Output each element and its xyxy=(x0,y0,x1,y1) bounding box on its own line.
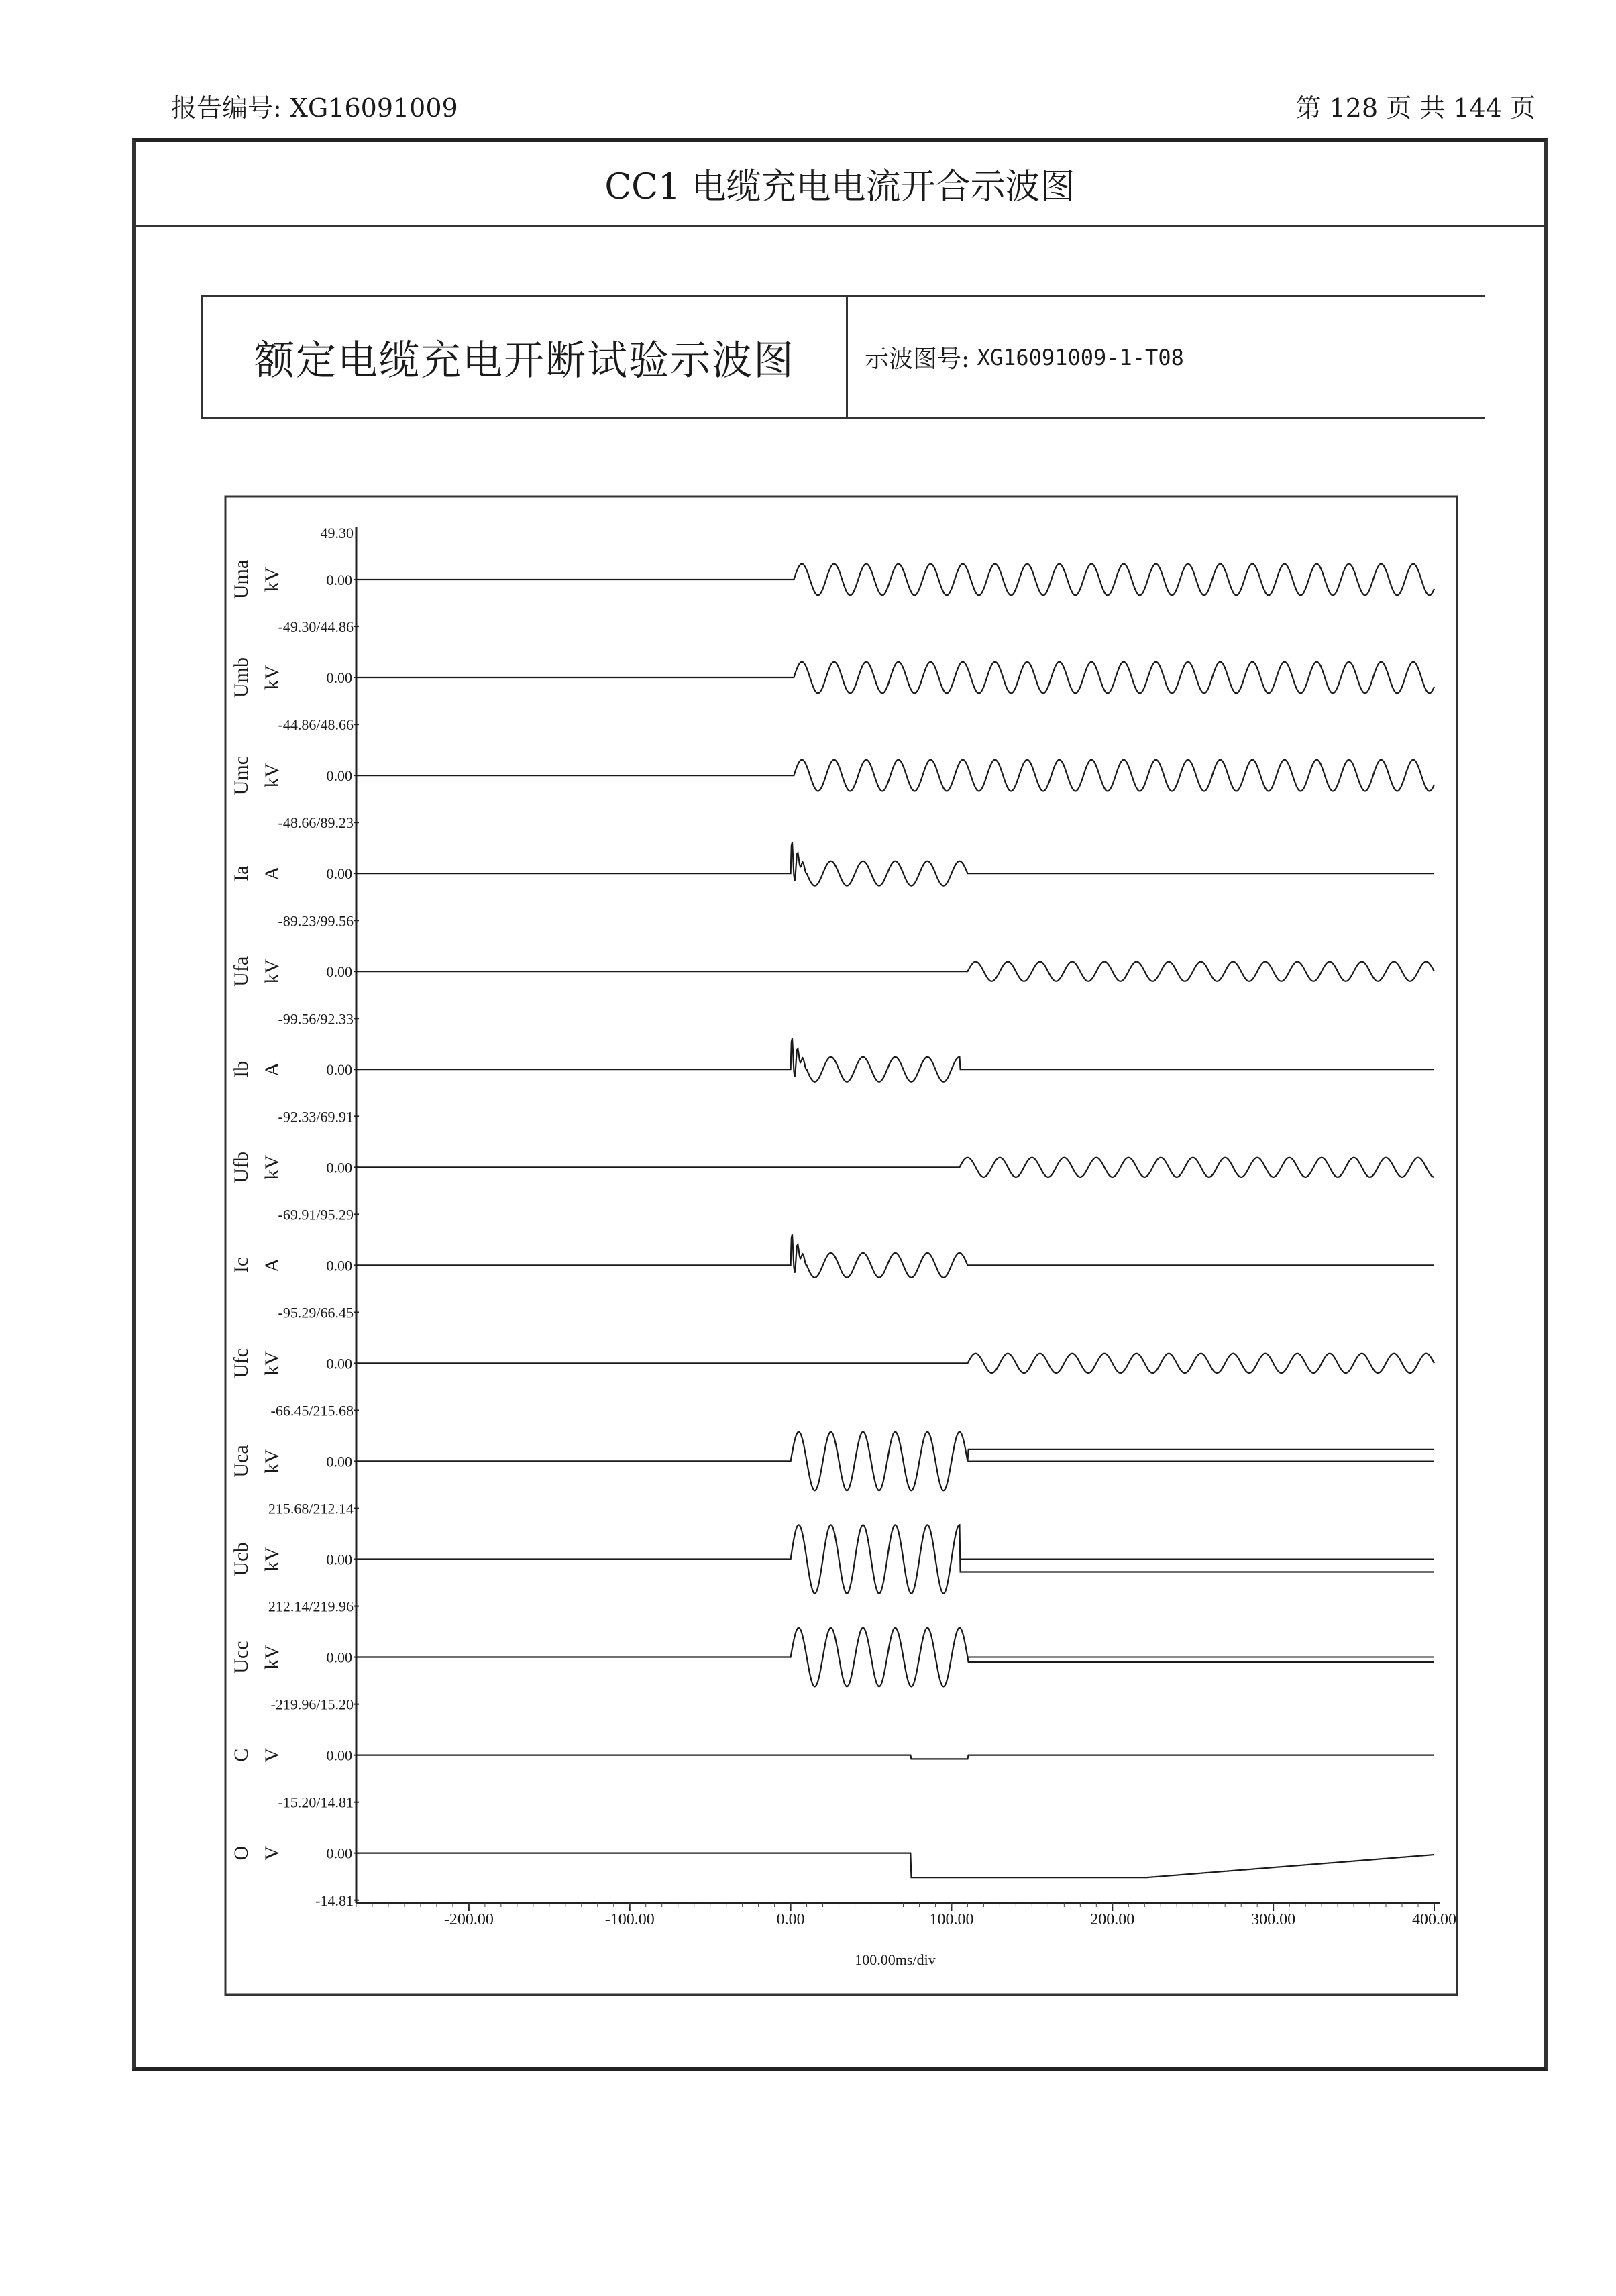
info-table xyxy=(201,295,1485,419)
channel-ufa-unit: kV xyxy=(261,959,283,984)
oscillogram xyxy=(223,494,1459,1997)
channel-uca-name: Uca xyxy=(230,1445,252,1478)
channel-ufb-zero-label: 0.00 xyxy=(326,1159,352,1177)
x-tick-label: 200.00 xyxy=(1090,1911,1135,1928)
channel-ufa-trace xyxy=(356,962,1434,981)
channel-ufa-zero-label: 0.00 xyxy=(326,963,352,981)
x-unit-label: 100.00ms/div xyxy=(855,1951,936,1968)
page-indicator: 第 128 页 共 144 页 xyxy=(1295,93,1536,123)
x-tick-label: 100.00 xyxy=(929,1911,974,1928)
channel-ucc-zero-label: 0.00 xyxy=(326,1649,352,1666)
channel-ufb-bottom-label: -69.91/95.29 xyxy=(278,1206,354,1223)
channel-umc-unit: kV xyxy=(261,763,283,788)
figure-title: CC1 电缆充电电流开合示波图 xyxy=(136,142,1544,227)
channel-uca-bottom-label: 215.68/212.14 xyxy=(268,1500,354,1517)
channel-uma-bottom-label: -49.30/44.86 xyxy=(278,618,354,636)
channel-c-trace xyxy=(356,1755,1434,1759)
channel-umb-name: Umb xyxy=(230,657,252,698)
channel-o-name: O xyxy=(230,1845,252,1861)
x-tick-label: 400.00 xyxy=(1412,1911,1456,1928)
channel-c-zero-label: 0.00 xyxy=(326,1747,352,1764)
channel-ucb-unit: kV xyxy=(261,1547,283,1572)
channel-ufc-unit: kV xyxy=(261,1351,283,1376)
channel-umb-bottom-label: -44.86/48.66 xyxy=(278,716,354,734)
channel-o-bottom-label: -14.81 xyxy=(315,1892,354,1909)
channel-ufb-name: Ufb xyxy=(230,1151,252,1183)
channel-ucc-bottom-label: -219.96/15.20 xyxy=(270,1696,354,1713)
channel-o-unit: V xyxy=(261,1845,283,1861)
channel-uca-zero-label: 0.00 xyxy=(326,1453,352,1470)
channel-ib-bottom-label: -92.33/69.91 xyxy=(278,1108,354,1126)
channel-umb-zero-label: 0.00 xyxy=(326,669,352,687)
channel-umc-trace xyxy=(356,760,1434,791)
test-name: 额定电缆充电开断试验示波图 xyxy=(203,297,848,417)
channel-ib-name: Ib xyxy=(230,1060,252,1078)
channel-ufb-trace xyxy=(356,1158,1434,1177)
channel-ib-unit: A xyxy=(261,1062,283,1077)
channel-ufa-name: Ufa xyxy=(230,956,252,987)
channel-ucb-name: Ucb xyxy=(230,1542,252,1576)
channel-uma-unit: kV xyxy=(261,567,283,592)
channel-ucc-name: Ucc xyxy=(230,1641,252,1674)
channel-umc-bottom-label: -48.66/89.23 xyxy=(278,814,354,832)
channel-ufc-zero-label: 0.00 xyxy=(326,1355,352,1372)
x-tick-label: 300.00 xyxy=(1251,1911,1296,1928)
channel-umc-zero-label: 0.00 xyxy=(326,767,352,785)
channel-ic-name: Ic xyxy=(230,1257,252,1274)
channel-ucc-unit: kV xyxy=(261,1645,283,1670)
channel-ufa-bottom-label: -99.56/92.33 xyxy=(278,1010,354,1028)
channel-ia-bottom-label: -89.23/99.56 xyxy=(278,912,354,930)
channel-o-trace xyxy=(356,1853,1434,1878)
x-tick-label: -100.00 xyxy=(604,1911,655,1928)
channel-ufc-name: Ufc xyxy=(230,1348,252,1378)
channel-o-zero-label: 0.00 xyxy=(326,1845,352,1862)
channel-ufc-trace xyxy=(356,1354,1434,1373)
channel-uma-zero-label: 0.00 xyxy=(326,571,352,588)
channel-c-unit: V xyxy=(261,1747,283,1763)
waveform-id xyxy=(848,297,1485,417)
channel-ufc-bottom-label: -66.45/215.68 xyxy=(270,1402,354,1419)
channel-ia-zero-label: 0.00 xyxy=(326,865,352,883)
channel-ib-zero-label: 0.00 xyxy=(326,1061,352,1079)
channel-umb-unit: kV xyxy=(261,665,283,690)
plot-border xyxy=(225,496,1457,1995)
x-tick-label: 0.00 xyxy=(776,1911,805,1928)
channel-ia-name: Ia xyxy=(230,865,252,881)
channel-umb-trace xyxy=(356,662,1434,694)
channel-c-name: C xyxy=(230,1748,252,1762)
channel-ic-bottom-label: -95.29/66.45 xyxy=(278,1304,354,1321)
channel-ufb-unit: kV xyxy=(261,1154,283,1180)
channel-ia-trace xyxy=(356,842,1434,886)
channel-c-bottom-label: -15.20/14.81 xyxy=(278,1794,354,1811)
channel-ic-zero-label: 0.00 xyxy=(326,1257,352,1274)
channel-uma-name: Uma xyxy=(230,559,252,600)
channel-ic-trace xyxy=(356,1234,1434,1278)
channel-ucb-zero-label: 0.00 xyxy=(326,1551,352,1568)
channel-ucb-bottom-label: 212.14/219.96 xyxy=(268,1598,354,1615)
channel-uca-unit: kV xyxy=(261,1449,283,1474)
x-tick-label: -200.00 xyxy=(443,1911,494,1928)
waveform-number: XG16091009-1-T08 xyxy=(977,344,1184,370)
report-number: 报告编号: XG16091009 xyxy=(171,93,458,123)
waveform-label: 示波图号: xyxy=(865,345,970,373)
channel-ia-unit: A xyxy=(261,866,283,881)
channel-uma-trace xyxy=(356,564,1434,596)
channel-ib-trace xyxy=(356,1038,1434,1082)
channel-umc-name: Umc xyxy=(230,755,252,796)
channel-ic-unit: A xyxy=(261,1258,283,1273)
channel-uma-top-label: 49.30 xyxy=(320,524,354,541)
